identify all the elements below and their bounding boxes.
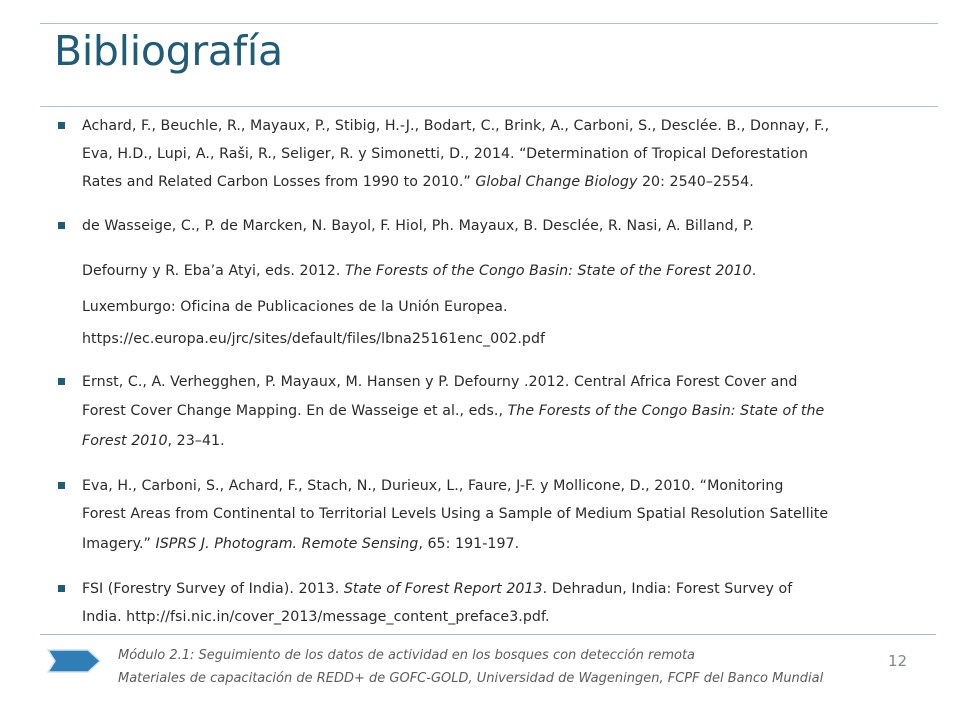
reference-line: Rates and Related Carbon Losses from 1990 to 2010.” Global Change Biology 20: 2540–2554. [82, 174, 754, 190]
reference-line: India. http://fsi.nic.in/cover_2013/message_content_preface3.pdf. [82, 609, 550, 625]
bullet-marker [58, 378, 65, 385]
reference-line: Defourny y R. Eba’a Atyi, eds. 2012. The Forests of the Congo Basin: State of the Forest 2010. [82, 263, 757, 279]
reference-line: Forest Cover Change Mapping. En de Wasseige et al., eds., The Forests of the Congo Basin: State of the [82, 403, 825, 419]
top-divider [40, 23, 938, 24]
footer-divider [40, 634, 936, 635]
title-divider [40, 106, 938, 107]
reference-title: ISPRS J. Photogram. Remote Sensing [155, 536, 419, 552]
bullet-marker [58, 222, 65, 229]
page-number: 12 [888, 652, 908, 670]
reference-title: Global Change Biology [475, 174, 638, 190]
reference-line: Forest 2010, 23–41. [82, 433, 225, 449]
bullet-marker [58, 585, 65, 592]
reference-title: The Forests of the Congo Basin: State of the Forest 2010 [344, 263, 752, 279]
chevron-arrow-icon [46, 648, 102, 674]
reference-line: FSI (Forestry Survey of India). 2013. State of Forest Report 2013. Dehradun, India: Forest Survey of [82, 581, 793, 597]
reference-line: Forest Areas from Continental to Territorial Levels Using a Sample of Medium Spatial Resolution Satellite [82, 506, 829, 522]
reference-title: The Forests of the Congo Basin: State of the [507, 403, 825, 419]
reference-line: https://ec.europa.eu/jrc/sites/default/files/lbna25161enc_002.pdf [82, 331, 546, 347]
bullet-marker [58, 122, 65, 129]
reference-line: Achard, F., Beuchle, R., Mayaux, P., Stibig, H.-J., Bodart, C., Brink, A., Carboni, S., Desclée. B., Donnay, F., [82, 118, 830, 134]
reference-title: Forest 2010 [82, 433, 168, 449]
reference-line: Eva, H.D., Lupi, A., Raši, R., Seliger, R. y Simonetti, D., 2014. “Determination of Tropical Deforestation [82, 146, 808, 162]
footer-credits-line: Materiales de capacitación de REDD+ de GOFC-GOLD, Universidad de Wageningen, FCPF del Banco Mundial [118, 671, 824, 686]
footer-module-line: Módulo 2.1: Seguimiento de los datos de actividad en los bosques con detección remota [118, 648, 696, 663]
reference-title: State of Forest Report 2013 [343, 581, 543, 597]
reference-line: de Wasseige, C., P. de Marcken, N. Bayol, F. Hiol, Ph. Mayaux, B. Desclée, R. Nasi, A. Billand, P. [82, 218, 754, 234]
reference-line: Ernst, C., A. Verhegghen, P. Mayaux, M. Hansen y P. Defourny .2012. Central Africa Forest Cover and [82, 374, 798, 390]
reference-line: Eva, H., Carboni, S., Achard, F., Stach, N., Durieux, L., Faure, J-F. y Mollicone, D., 2010. “Monitoring [82, 478, 784, 494]
page-title: Bibliografía [54, 27, 283, 75]
reference-line: Luxemburgo: Oficina de Publicaciones de la Unión Europea. [82, 299, 508, 315]
bullet-marker [58, 482, 65, 489]
reference-line: Imagery.” ISPRS J. Photogram. Remote Sensing, 65: 191-197. [82, 536, 520, 552]
